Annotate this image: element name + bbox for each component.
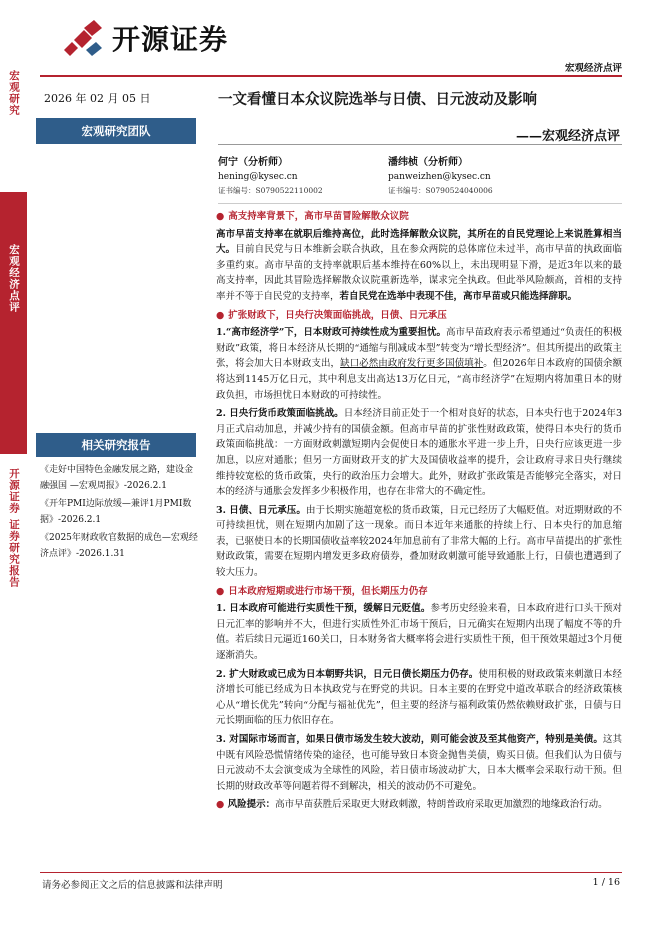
bullet-icon: ●: [216, 585, 225, 597]
side-label-middle: 宏观经济点评: [8, 244, 20, 313]
analyst-cert: 证书编号：S0790524040006: [388, 186, 493, 195]
paragraph: 3. 日债、日元承压。由于长期实施超宽松的货币政策，日元已经历了大幅贬值。对近期财政的不可持续担忧，则在短期内加剧了这一现象。而日本近年来通胀的持续上行、日本央行的加息缩表，已驱使日本的长期国债收益率较2024年加息前有了非常大幅的上行。高市早苗提出的扩张性财政政策，需要在短期内增发更多政府债券，叠加财政刺激可能导致通胀上行，日债也遭遇到了较大压力。: [216, 504, 622, 579]
report-subtitle: ——宏观经济点评: [515, 129, 620, 144]
related-reports-label: 相关研究报告: [36, 433, 196, 457]
side-label-top: 宏观研究: [8, 70, 20, 116]
related-report-link[interactable]: 《走好中国特色金融发展之路，建设金融强国 —宏观周报》-2026.2.1: [40, 465, 194, 491]
footer-disclaimer: 请务必参阅正文之后的信息披露和法律声明: [42, 880, 223, 891]
section-heading: ● 日本政府短期或进行市场干预，但长期压力仍存: [216, 584, 622, 600]
paragraph: 高市早苗支持率在就职后维持高位，此时选择解散众议院，其所在的自民党理论上来说胜算相当大。目前自民党与日本维新会联合执政，且在参众两院的总体席位未过半，高市早苗的执政面临多重约束。高市早苗的支持率就职后基本维持在60%以上，未出现明显下滑，是近3年以来的最高支持率，因此其冒险选择解散众议院重新选举，谋求完全执政。但此举风险颇高，首相的支持率并不等于自民党的支持率，若自民党在选举中表现不佳，高市早苗或只能选择辞职。: [216, 228, 622, 302]
analyst-cert: 证书编号：S0790522110002: [218, 186, 323, 195]
related-reports-list: [40, 462, 200, 564]
bullet-icon: ●: [216, 309, 225, 321]
paragraph: 2. 扩大财政或已成为日本朝野共识，日元日债长期压力仍存。使用积极的财政政策来刺激日本经济增长可能已经成为日本执政党与在野党的共识。日本主要的在野党中道改革联合的经济政策核心从“增长优先”转向“分配与福祉优先”，但主要的经济与福利政策仍然依赖财政扩张，日债与日元长期面临的压力依旧存在。: [216, 668, 622, 727]
risk-warning: ● 风险提示：高市早苗获胜后采取更大财政刺激，特朗普政府采取更加激烈的地缘政治行动。: [216, 799, 608, 811]
report-title: 一文看懂日本众议院选举与日债、日元波动及影响: [218, 91, 537, 108]
header-divider: [40, 75, 622, 77]
page-number: 1 / 16: [592, 877, 620, 888]
analyst-name: 潘纬桢（分析师）: [388, 157, 468, 168]
section-heading: ● 高支持率背景下，高市早苗冒险解散众议院: [216, 209, 622, 225]
paragraph: 1. 日本政府可能进行实质性干预，缓解日元贬值。参考历史经验来看，日本政府进行口头干预对日元汇率的影响并不大，但进行实质性外汇市场干预后，日元确实在短期内出现了幅度不等的升值。若后续日元逼近160关口，日本财务省大概率将会进行实质性干预，但干预效果超过3个月便逐渐消失。: [216, 603, 622, 662]
analyst-email[interactable]: hening@kysec.cn: [218, 172, 298, 182]
paragraph: 1.“高市经济学”下，日本财政可持续性成为重要担忧。高市早苗政府表示希望通过“负责任的积极财政”政策，将日本经济从长期的“通缩与削减成本型”转变为“增长型经济”。但其所提出的政策主张，将会加大日本财政支出，缺口必然由政府发行更多国债填补。但2026年日本政府的国债余额将达到1145万亿日元，其中利息支出高达13万亿日元，“高市经济学”在短期内将加重日本的财政负担，市场担忧日本财政的可持续性。: [216, 327, 622, 401]
analyst-email[interactable]: panweizhen@kysec.cn: [388, 172, 491, 182]
related-report-link[interactable]: 《开年PMI边际放缓—兼评1月PMI数据》-2026.2.1: [40, 499, 192, 525]
side-strip-highlight: [0, 192, 27, 454]
report-body: [216, 207, 622, 816]
analyst-name: 何宁（分析师）: [218, 157, 288, 168]
related-report-link[interactable]: 《2025年财政收官数据的成色—宏观经济点评》-2026.1.31: [40, 533, 198, 559]
analyst-card: [218, 156, 323, 198]
footer-divider: [40, 872, 622, 873]
bullet-icon: ●: [216, 799, 228, 811]
bullet-icon: ●: [216, 211, 225, 222]
analyst-card: [388, 156, 493, 198]
paragraph: 2. 日央行货币政策面临挑战。日本经济目前正处于一个相对良好的状态，日本央行也于2024年3月正式启动加息，并减少持有的国债金额。但高市早苗的扩张性财政政策，使得日本央行的货币政策面临挑战：一方面财政刺激短期内会促使日本的通胀水平进一步上升，日央行应该更进一步加息，以应对通胀；但另一方面财政开支的扩大及国债收益率的提升，会让政府寻求日央行继续维持较宽松的货币政策，央行的政治压力会增大。此外，财政扩张政策是否能够完全落实，对日本的经济与通胀会发挥多少积极作用，也存在非常大的不确定性。: [216, 408, 622, 498]
section-heading: ● 扩张财政下，日央行决策面临挑战，日债、日元承压: [216, 308, 622, 324]
title-divider: [218, 144, 622, 145]
paragraph: 3. 对国际市场而言，如果日债市场发生较大波动，则可能会波及至其他资产，特别是美债。这其中既有风险恐慌情绪传染的途径，也可能导致日本资金抛售美债，购买日债。但我们认为日债与日元波动不太会演变成为全球性的风险，若日债市场波动扩大，日本大概率会采取行动干预。但长期的财政改革等问题若得不到解决，相关的波动仍不可避免。: [216, 734, 622, 792]
analyst-divider: [218, 203, 622, 204]
header-report-type: 宏观经济点评: [564, 63, 622, 74]
side-label-bottom: 开源证券 证券研究报告: [8, 468, 20, 588]
brand-name: 开源证券: [112, 23, 229, 56]
report-date: 2026 年 02 月 05 日: [44, 92, 151, 105]
team-label: 宏观研究团队: [36, 118, 196, 144]
